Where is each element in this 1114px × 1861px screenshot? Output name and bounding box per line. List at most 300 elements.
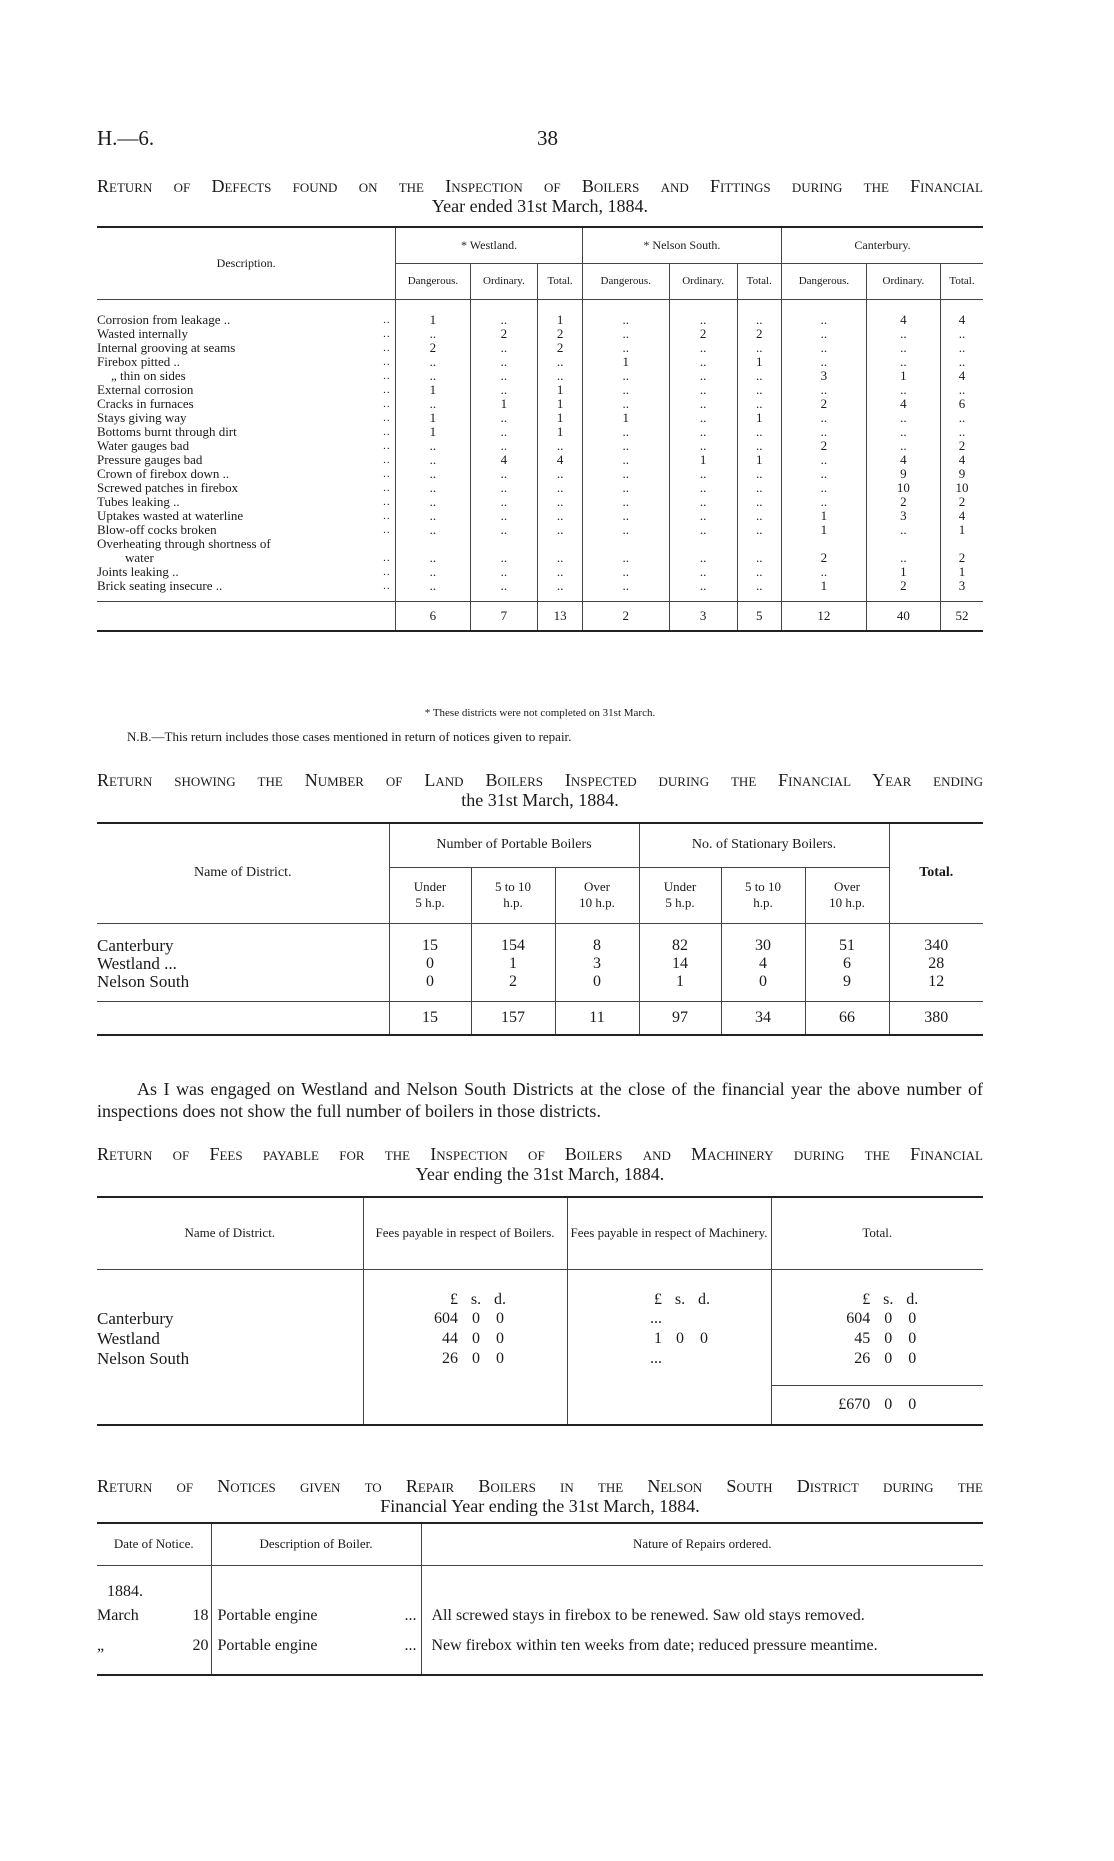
notices-title [97,1476,983,1516]
fees-table [97,1196,983,1426]
defect-value: .. [470,411,538,425]
spacer-cell [97,1661,211,1675]
defects-footnote: * These districts were not completed on 31st March. [424,707,656,719]
fees-grand-total [771,1385,983,1425]
col-district: Name of District. [97,1197,363,1269]
district-name-cell [97,955,389,973]
pounds: ... [650,1350,662,1367]
defect-value: 2 [470,327,538,341]
subcol-dangerous: Dangerous. [396,263,470,299]
defect-value: .. [470,565,538,579]
col-fees-machinery: Fees payable in respect of Machinery. [567,1197,771,1269]
page-header [97,126,983,156]
money-value [772,1329,984,1349]
subcol-line1: Under [413,879,447,894]
defect-value: 1 [538,397,583,411]
shillings: 0 [884,1395,893,1413]
defect-value: .. [582,523,669,537]
pence: 0 [496,1350,504,1367]
defect-total-value: 52 [940,601,983,631]
spacer-cell [97,1385,363,1425]
defect-value: .. [538,579,583,593]
boiler-total-value: 157 [471,1001,555,1035]
defect-value: .. [396,481,470,495]
defect-value: .. [866,551,940,565]
defect-value: .. [669,341,737,355]
spacer-cell [737,299,782,313]
spacer-cell [383,299,396,313]
pence: 0 [908,1310,917,1327]
defect-value [538,537,583,551]
defect-value: .. [669,425,737,439]
col-total: Total. [889,823,983,923]
group-portable: Number of Portable Boilers [389,823,639,867]
district-name: Canterbury [97,936,174,955]
spacer-cell [471,991,555,1001]
leader-dots: .. [383,412,391,424]
defect-value: .. [669,509,737,523]
defect-description: Crown of firebox down .. [97,466,230,481]
boiler-value: 0 [721,973,805,991]
fees-row [97,1309,983,1329]
spacer-cell [567,1369,771,1385]
totals-label-cell [97,1001,389,1035]
fees-machinery-cell [567,1309,771,1329]
boiler-value: 6 [805,955,889,973]
boiler-value: 0 [389,973,471,991]
defect-value [396,537,470,551]
boiler-row [97,955,983,973]
fees-title-line2: Year ending the 31st March, 1884. [415,1164,665,1184]
spacer-cell [866,299,940,313]
defect-value: .. [396,565,470,579]
defect-value: .. [866,327,940,341]
defect-value [470,537,538,551]
pence [698,1309,710,1329]
defect-value: .. [470,425,538,439]
leader-dots: .. [383,454,391,466]
defect-value: .. [940,425,983,439]
defect-value: 1 [538,425,583,439]
district-name-cell [97,937,389,955]
defect-description: Firebox pitted .. [97,354,181,369]
defect-value: .. [538,439,583,453]
defect-description: Cracks in furnaces [97,396,194,411]
defect-value: .. [396,369,470,383]
defect-value: 2 [782,551,867,565]
fees-boilers-cell [363,1349,567,1369]
boiler-value: 3 [555,955,639,973]
subcol-line1: Under [663,879,697,894]
pounds: 44 [442,1330,458,1347]
defect-value: .. [538,495,583,509]
fees-row [97,1349,983,1369]
defect-value: .. [737,313,782,327]
defect-value: .. [669,411,737,425]
boiler-value: 28 [889,955,983,973]
defect-value: .. [669,355,737,369]
subcol-line1: Over [834,879,860,894]
defect-value: 1 [866,565,940,579]
defect-value: .. [396,327,470,341]
spacer-cell [567,1385,771,1425]
district-westland: * Westland. [396,227,582,263]
defect-value: 4 [940,509,983,523]
notices-table [97,1522,983,1676]
defect-value: .. [582,509,669,523]
defect-value: 10 [940,481,983,495]
defect-value: .. [782,341,867,355]
district-name: Westland ... [97,954,177,973]
defect-value: .. [782,481,867,495]
spacer-cell [421,1661,983,1675]
col-date-of-notice: Date of Notice. [97,1523,211,1565]
boiler-description: Portable engine [217,1637,318,1654]
defect-total-value: 7 [470,601,538,631]
defect-value: .. [582,327,669,341]
boilers-table [97,822,983,1036]
defect-value: .. [940,383,983,397]
shillings: 0 [472,1310,480,1327]
shillings: 0 [884,1330,893,1347]
defect-description: Corrosion from leakage .. [97,312,231,327]
defect-value: 1 [940,523,983,537]
defect-value: .. [470,523,538,537]
fees-total-cell [771,1309,983,1329]
spacer-cell [639,991,721,1001]
defect-value: 4 [940,313,983,327]
boiler-value: 1 [471,955,555,973]
spacer-row [97,1661,983,1675]
leader-dots [383,537,396,551]
defect-value: 1 [538,383,583,397]
defect-value: 1 [737,453,782,467]
district-nelson-south: * Nelson South. [582,227,781,263]
spacer-cell [97,1369,363,1385]
defect-value: 4 [866,313,940,327]
defect-row [97,467,983,481]
leader-dots: .. [383,328,391,340]
defect-value: .. [396,467,470,481]
defect-total-value: 12 [782,601,867,631]
spacer-cell [538,299,583,313]
defect-value: 1 [940,565,983,579]
defect-row [97,341,983,355]
defect-value: .. [582,579,669,593]
defect-value: .. [737,551,782,565]
defects-title [97,176,983,216]
boilers-title-line2: the 31st March, 1884. [461,790,619,810]
defect-value: 2 [782,397,867,411]
defect-value: .. [582,341,669,355]
defect-value: .. [582,425,669,439]
notice-row [97,1601,983,1631]
leader-dots: .. [383,552,391,564]
spacer-cell [639,923,721,937]
defect-value: .. [582,383,669,397]
boiler-description: Portable engine [217,1607,318,1624]
leader-dots: .. [383,398,391,410]
defect-value: 1 [782,579,867,593]
boiler-description-cell [211,1631,421,1661]
boiler-value: 340 [889,937,983,955]
boiler-value: 12 [889,973,983,991]
shillings [674,1309,686,1329]
defect-value: 4 [940,369,983,383]
defect-value: .. [538,523,583,537]
pence: d. [906,1291,919,1308]
defects-title-line2: Year ended 31st March, 1884. [431,196,649,216]
pence: 0 [496,1330,504,1347]
defect-value [782,537,867,551]
defect-description: Wasted internally [97,326,189,341]
spacer-cell [866,593,940,601]
leader-dots: .. [383,468,391,480]
fees-total-row [97,1385,983,1425]
col-description-of-boiler: Description of Boiler. [211,1523,421,1565]
spacer-cell [669,593,737,601]
spacer-cell [582,593,669,601]
defect-row [97,411,983,425]
defect-value: .. [940,355,983,369]
defect-value: 2 [669,327,737,341]
money-value [568,1329,771,1349]
defect-description: Stays giving way [97,410,187,425]
notice-month: March [97,1607,139,1624]
defect-row [97,551,983,565]
boiler-subcol [721,867,805,923]
subcol-dangerous: Dangerous. [582,263,669,299]
subcol-line2: 10 h.p. [829,895,865,910]
pounds: ... [650,1310,662,1327]
defect-value: 1 [582,355,669,369]
col-nature-of-repairs: Nature of Repairs ordered. [421,1523,983,1565]
subcol-dangerous: Dangerous. [782,263,867,299]
pence: 0 [908,1350,917,1367]
boiler-total-value: 34 [721,1001,805,1035]
defect-value: .. [782,355,867,369]
col-description: Description. [97,227,396,299]
defect-value: .. [866,383,940,397]
defect-value: .. [470,383,538,397]
boiler-value: 14 [639,955,721,973]
spacer-cell [97,923,389,937]
defect-description: Screwed patches in firebox [97,480,239,495]
defect-value: .. [737,439,782,453]
notices-body [97,1565,983,1675]
defect-value: 9 [940,467,983,481]
defects-body [97,299,983,631]
leader-dots: .. [383,342,391,354]
defect-value: 1 [396,383,470,397]
fees-title-line1: Return of Fees payable for the Inspection of Boilers and Machinery during the Financial [97,1144,983,1164]
currency-row [97,1269,983,1309]
subcol-line1: Over [584,879,610,894]
fees-title [97,1144,983,1184]
leader-dots: .. [383,314,391,326]
subcol-ordinary: Ordinary. [470,263,538,299]
boiler-total-value: 15 [389,1001,471,1035]
defect-value: 1 [538,411,583,425]
defect-value: .. [737,579,782,593]
leader-dots: .. [383,566,391,578]
spacer-cell [782,299,867,313]
defect-description: Water gauges bad [97,438,190,453]
defect-value: .. [866,341,940,355]
defect-value: .. [396,397,470,411]
defect-value: 2 [866,495,940,509]
defect-value: .. [470,551,538,565]
col-fees-total: Total. [771,1197,983,1269]
defect-value: 1 [737,355,782,369]
year-row [97,1565,983,1601]
defect-value: .. [737,495,782,509]
pounds: 26 [442,1350,458,1367]
money-value [364,1329,567,1349]
boiler-subcol [471,867,555,923]
col-fees-boilers: Fees payable in respect of Boilers. [363,1197,567,1269]
boiler-subcol [805,867,889,923]
defect-value: .. [866,411,940,425]
defect-description: water [125,550,154,565]
spacer-cell [940,299,983,313]
pence: d. [698,1291,710,1308]
defect-value: .. [538,369,583,383]
boilers-title-line1: Return showing the Number of Land Boilers Inspected during the Financial Year ending [97,770,983,790]
spacer-cell [538,593,583,601]
defect-row [97,313,983,327]
defect-description: „ thin on sides [111,368,186,383]
boiler-value: 30 [721,937,805,955]
defect-total-value: 2 [582,601,669,631]
spacer-cell [421,1565,983,1601]
fees-machinery-cell [567,1329,771,1349]
spacer-cell [889,991,983,1001]
shillings: 0 [472,1330,480,1347]
repair-nature: All screwed stays in firebox to be renewed. Saw old stays removed. [421,1601,983,1631]
fees-row [97,1329,983,1349]
shillings [674,1349,686,1369]
district-name: Nelson South [97,972,190,991]
defect-value: 4 [866,397,940,411]
defect-value: .. [396,579,470,593]
defect-row [97,355,983,369]
spacer-cell [389,923,471,937]
defect-value: 1 [866,369,940,383]
defect-value: .. [470,439,538,453]
defect-value: 1 [782,523,867,537]
defect-value: .. [737,523,782,537]
pounds: £ [450,1291,458,1308]
defect-row [97,495,983,509]
defect-value: .. [538,565,583,579]
notice-month: „ [97,1637,105,1654]
leader-dots: ... [404,1607,417,1624]
money-value [772,1291,984,1309]
defect-row [97,327,983,341]
defect-row [97,369,983,383]
defect-value: 6 [940,397,983,411]
defect-value: .. [866,355,940,369]
defect-value: .. [669,439,737,453]
shillings: 0 [472,1350,480,1367]
defect-value: .. [782,411,867,425]
defect-value: .. [669,579,737,593]
defect-value: .. [470,355,538,369]
currency-header [567,1269,771,1309]
defect-value: .. [396,439,470,453]
defect-row [97,565,983,579]
spacer-cell [940,593,983,601]
subcol-ordinary: Ordinary. [669,263,737,299]
defect-value: .. [669,467,737,481]
defect-value: .. [669,523,737,537]
defect-value: .. [669,481,737,495]
spacer-cell [97,991,389,1001]
defects-nb: N.B.—This return includes those cases mentioned in return of notices given to repair. [127,729,572,744]
defect-row [97,579,983,593]
defect-value: 4 [538,453,583,467]
defect-total-value: 13 [538,601,583,631]
spacer-cell [363,1385,567,1425]
defect-row [97,537,983,551]
defect-value: 10 [866,481,940,495]
pounds: 26 [854,1350,871,1367]
fees-boilers-cell [363,1309,567,1329]
defect-value: 1 [396,411,470,425]
defect-value: .. [582,439,669,453]
spacer-cell [470,299,538,313]
boilers-note: As I was engaged on Westland and Nelson South Districts at the close of the financial year the above number of inspections does not show the full number of boilers in those districts. [97,1079,983,1121]
pence [698,1349,710,1369]
defect-value: .. [538,481,583,495]
district-name-cell [97,973,389,991]
defect-row [97,453,983,467]
boiler-total-value: 11 [555,1001,639,1035]
pounds: 604 [434,1310,458,1327]
defect-value: .. [470,313,538,327]
boiler-value: 2 [471,973,555,991]
repair-nature: New firebox within ten weeks from date; reduced pressure meantime. [421,1631,983,1661]
defect-value: .. [538,355,583,369]
defect-description: Blow-off cocks broken [97,522,217,537]
subcol-line2: h.p. [503,895,523,910]
spacer-row [97,593,983,601]
subcol-line1: 5 to 10 [744,879,782,894]
leader-dots: .. [383,510,391,522]
defect-value [737,537,782,551]
defect-value: 2 [940,495,983,509]
defect-value: 2 [940,551,983,565]
defect-value: .. [782,565,867,579]
defect-value: 1 [669,453,737,467]
defect-description: External corrosion [97,382,194,397]
spacer-cell [396,299,470,313]
spacer-cell [782,593,867,601]
boilers-title [97,770,983,810]
spacer-cell [396,593,470,601]
spacer-cell [555,991,639,1001]
defect-total-value: 3 [669,601,737,631]
defect-value: 1 [538,313,583,327]
shillings: s. [470,1291,482,1308]
defect-total-value: 6 [396,601,470,631]
boiler-value: 8 [555,937,639,955]
shillings: 0 [884,1350,893,1367]
defect-value: .. [538,551,583,565]
defect-value: .. [866,439,940,453]
subcol-line2: 10 h.p. [579,895,615,910]
